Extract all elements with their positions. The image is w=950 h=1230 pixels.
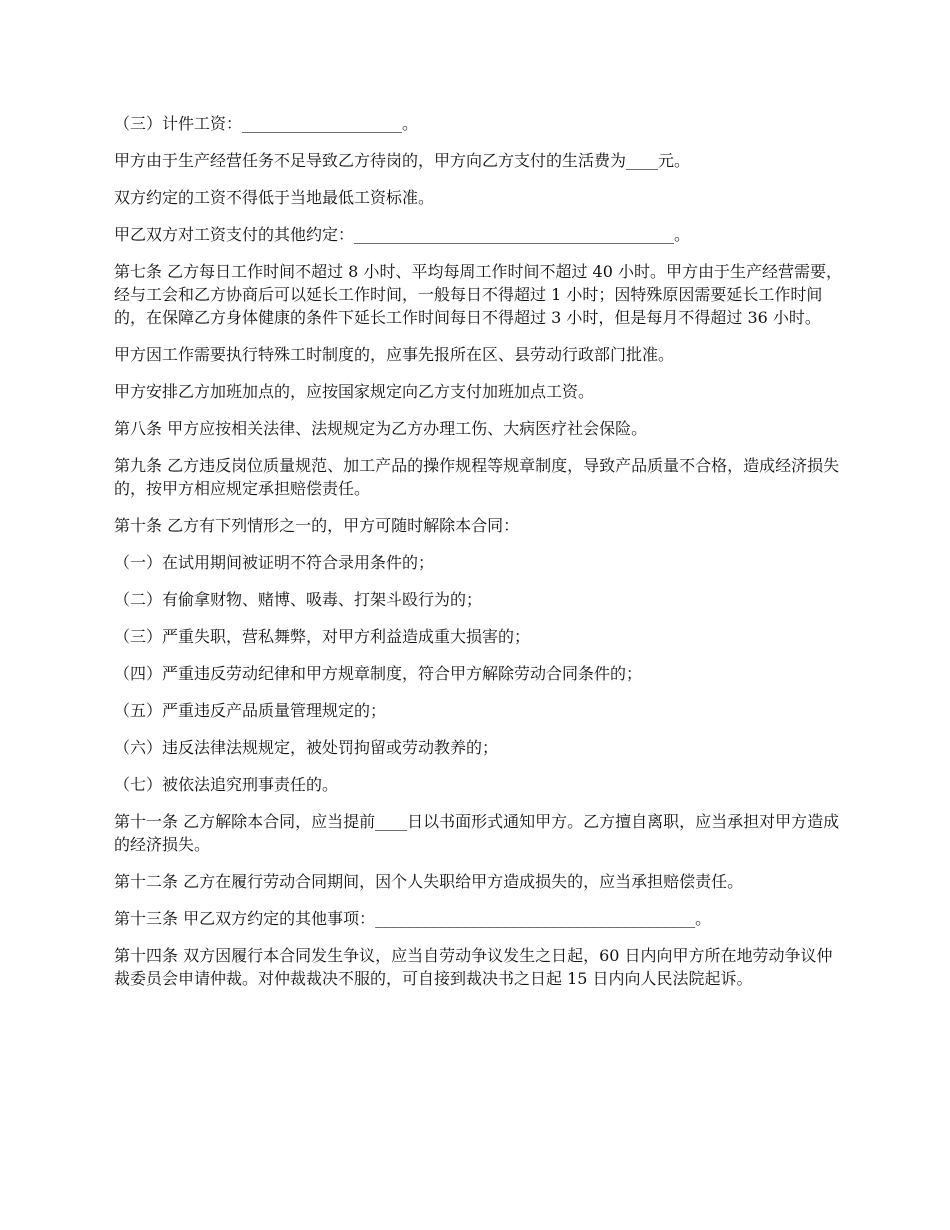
paragraph-clause-3: （三）严重失职，营私舞弊，对甲方利益造成重大损害的；	[114, 627, 531, 646]
paragraph-clause-5: （五）严重违反产品质量管理规定的；	[114, 701, 387, 720]
paragraph-clause-7: （七）被依法追究刑事责任的。	[114, 775, 339, 794]
paragraph-special-hours: 甲方因工作需要执行特殊工时制度的，应事先报所在区、县劳动行政部门批准。	[114, 345, 675, 364]
paragraph-clause-1: （一）在试用期间被证明不符合录用条件的；	[114, 553, 435, 572]
document-body	[114, 112, 842, 1004]
paragraph-article-11: 第十一条 乙方解除本合同，应当提前____日以书面形式通知甲方。乙方擅自离职，应当承担对甲方造成的经济损失。	[114, 812, 840, 854]
paragraph-standby-allowance: 甲方由于生产经营任务不足导致乙方待岗的，甲方向乙方支付的生活费为____元。	[114, 151, 691, 170]
paragraph-article-12: 第十二条 乙方在履行劳动合同期间，因个人失职给甲方造成损失的，应当承担赔偿责任。	[114, 872, 744, 891]
paragraph-article-7: 第七条 乙方每日工作时间不超过 8 小时、平均每周工作时间不超过 40 小时。甲方由于生产经营需要，经与工会和乙方协商后可以延长工作时间，一般每日不得超过 1 小时；因特殊原因需要延长工作时间的，在保障乙方身体健康的条件下延长工作时间每日不得超过 3 小时，但是每月不得超过 36 小时。	[114, 262, 842, 327]
paragraph-clause-6: （六）违反法律法规规定，被处罚拘留或劳动教养的；	[114, 738, 499, 757]
paragraph-piece-wage: （三）计件工资：____________________。	[114, 114, 419, 133]
paragraph-other-wage-terms: 甲乙双方对工资支付的其他约定：________________________________________。	[114, 225, 691, 244]
paragraph-overtime-pay: 甲方安排乙方加班加点的，应按国家规定向乙方支付加班加点工资。	[114, 382, 595, 401]
paragraph-clause-4: （四）严重违反劳动纪律和甲方规章制度，符合甲方解除劳动合同条件的；	[114, 664, 643, 683]
paragraph-article-14: 第十四条 双方因履行本合同发生争议，应当自劳动争议发生之日起，60 日内向甲方所在地劳动争议仲裁委员会申请仲裁。对仲裁裁决不服的，可自接到裁决书之日起 15 日内向人民法院起诉。	[114, 946, 833, 988]
paragraph-clause-2: （二）有偷拿财物、赌博、吸毒、打架斗殴行为的；	[114, 590, 483, 609]
paragraph-minimum-wage: 双方约定的工资不得低于当地最低工资标准。	[114, 188, 435, 207]
paragraph-article-10: 第十条 乙方有下列情形之一的，甲方可随时解除本合同：	[114, 516, 520, 535]
paragraph-article-9: 第九条 乙方违反岗位质量规范、加工产品的操作规程等规章制度，导致产品质量不合格，造成经济损失的，按甲方相应规定承担赔偿责任。	[114, 456, 840, 498]
paragraph-article-13: 第十三条 甲乙双方约定的其他事项：________________________________________。	[114, 909, 712, 928]
paragraph-article-8: 第八条 甲方应按相关法律、法规规定为乙方办理工伤、大病医疗社会保险。	[114, 419, 648, 438]
